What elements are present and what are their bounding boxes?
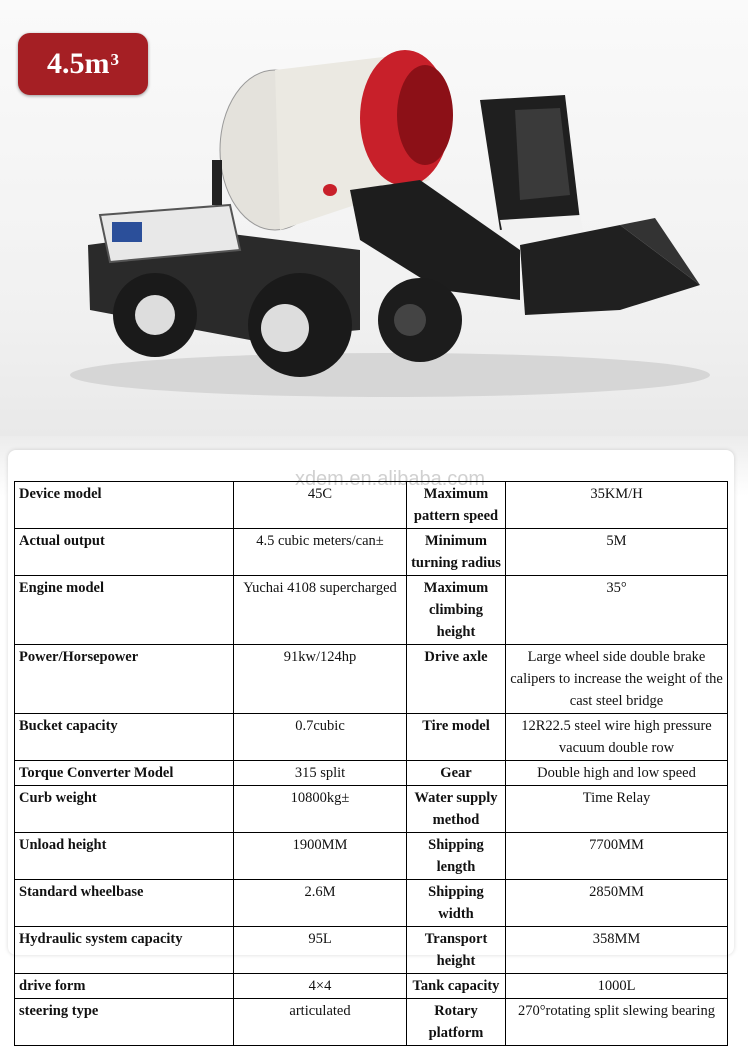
spec-label: steering type	[15, 999, 234, 1046]
spec-value: 270°rotating split slewing bearing	[506, 999, 728, 1046]
spec-value: 45C	[234, 482, 407, 529]
spec-label: Curb weight	[15, 786, 234, 833]
capacity-badge	[18, 33, 148, 95]
spec-value: Large wheel side double brake calipers to increase the weight of the cast steel bridge	[506, 645, 728, 714]
spec-row	[15, 974, 728, 999]
spec-label: Bucket capacity	[15, 714, 234, 761]
spec-value: Yuchai 4108 supercharged	[234, 576, 407, 645]
spec-label: Engine model	[15, 576, 234, 645]
spec-value: 2850MM	[506, 880, 728, 927]
spec-value: 5M	[506, 529, 728, 576]
spec-value: 12R22.5 steel wire high pressure vacuum double row	[506, 714, 728, 761]
spec-value: 4×4	[234, 974, 407, 999]
spec-label: Shipping width	[407, 880, 506, 927]
product-photo	[0, 0, 748, 436]
spec-row	[15, 927, 728, 974]
spec-label: Maximum climbing height	[407, 576, 506, 645]
capacity-unit-exponent: 3	[110, 50, 119, 69]
spec-label: Standard wheelbase	[15, 880, 234, 927]
spec-label: drive form	[15, 974, 234, 999]
spec-label: Gear	[407, 761, 506, 786]
spec-value: Double high and low speed	[506, 761, 728, 786]
spec-value: 95L	[234, 927, 407, 974]
spec-label: Torque Converter Model	[15, 761, 234, 786]
spec-label: Device model	[15, 482, 234, 529]
spec-row	[15, 880, 728, 927]
spec-value: 4.5 cubic meters/can±	[234, 529, 407, 576]
spec-row	[15, 714, 728, 761]
spec-row	[15, 529, 728, 576]
spec-label: Transport height	[407, 927, 506, 974]
spec-label: Maximum pattern speed	[407, 482, 506, 529]
spec-value: 91kw/124hp	[234, 645, 407, 714]
watermark: xdem.en.alibaba.com	[294, 468, 486, 490]
spec-value: 2.6M	[234, 880, 407, 927]
spec-label: Unload height	[15, 833, 234, 880]
spec-value: 0.7cubic	[234, 714, 407, 761]
spec-value: 358MM	[506, 927, 728, 974]
spec-value: 35°	[506, 576, 728, 645]
spec-label: Water supply method	[407, 786, 506, 833]
spec-label: Rotary platform	[407, 999, 506, 1046]
spec-label: Actual output	[15, 529, 234, 576]
spec-value: 315 split	[234, 761, 407, 786]
spec-label: Tire model	[407, 714, 506, 761]
capacity-value: 4.5m	[47, 47, 110, 80]
spec-table-body	[15, 482, 728, 1046]
spec-value: 1000L	[506, 974, 728, 999]
spec-row	[15, 833, 728, 880]
spec-value: 1900MM	[234, 833, 407, 880]
spec-row	[15, 482, 728, 529]
spec-label: Drive axle	[407, 645, 506, 714]
spec-label: Minimum turning radius	[407, 529, 506, 576]
spec-value: 35KM/H	[506, 482, 728, 529]
spec-value: 7700MM	[506, 833, 728, 880]
spec-table	[14, 481, 728, 1046]
spec-row	[15, 786, 728, 833]
spec-label: Power/Horsepower	[15, 645, 234, 714]
spec-label: Shipping length	[407, 833, 506, 880]
spec-row	[15, 999, 728, 1046]
spec-label: Hydraulic system capacity	[15, 927, 234, 974]
spec-value: articulated	[234, 999, 407, 1046]
spec-row	[15, 576, 728, 645]
spec-value: 10800kg±	[234, 786, 407, 833]
spec-row	[15, 645, 728, 714]
spec-label: Tank capacity	[407, 974, 506, 999]
spec-value: Time Relay	[506, 786, 728, 833]
spec-row	[15, 761, 728, 786]
